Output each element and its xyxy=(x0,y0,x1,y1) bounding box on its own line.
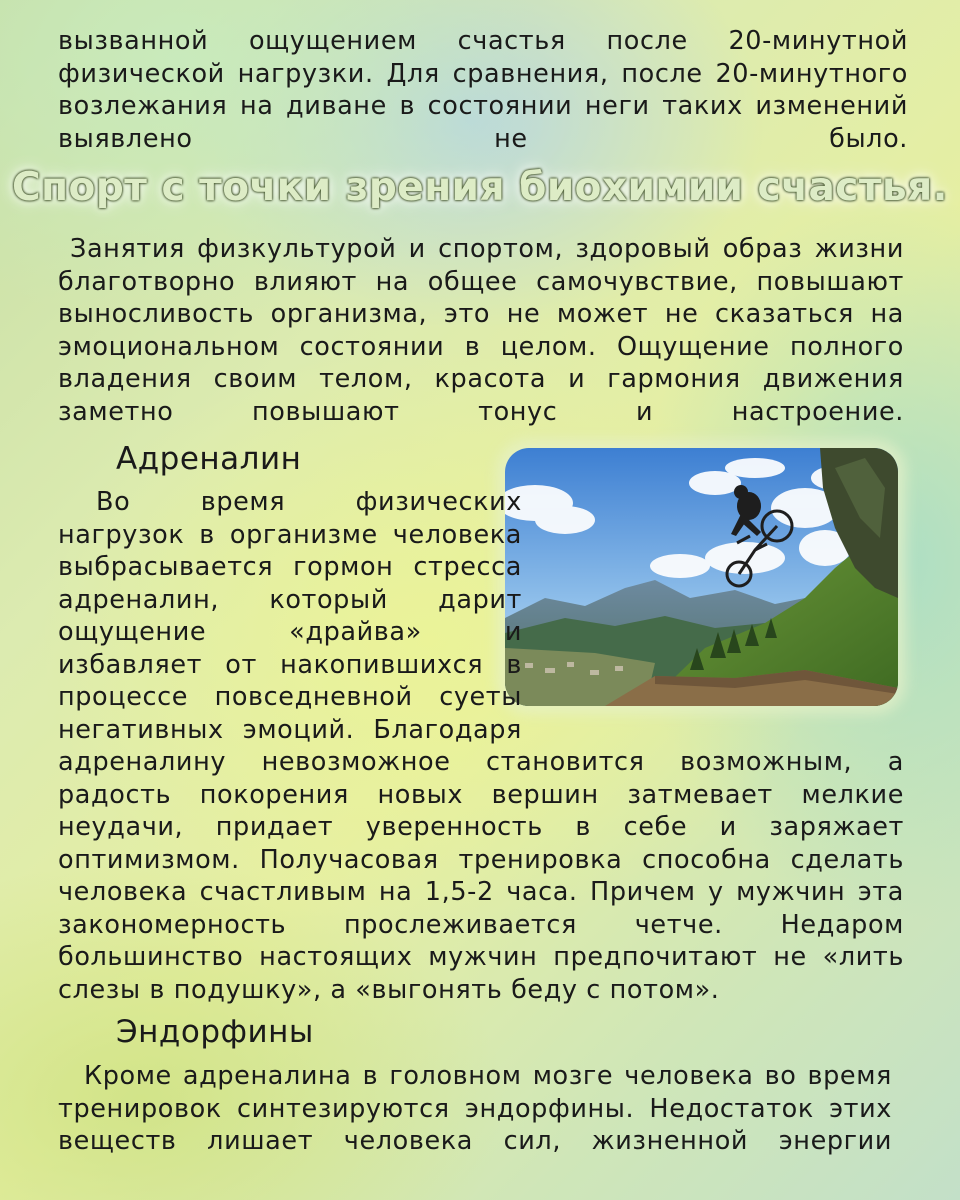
image-float-spacer xyxy=(522,486,904,714)
sport-paragraph: Занятия физкультурой и спортом, здоровый образ жизни благотворно влияют на общее самочувствие, повышают выносливость организма, это не может не сказаться на эмоциональном состоянии в целом. Ощущение полного владения своим телом, красота и гармония движения заметно повышают тонус и настроение. xyxy=(58,234,904,427)
adrenaline-paragraph-text: Во время физических нагрузок в организме человека выбрасывается гормон стресса адреналин, который дарит ощущение «драйва» и избавляет от накопившихся в процессе повседневной суеты негативных эмоций. Благодаря адреналину невозможное становится возможным, а радость покорения новых вершин затмевает мелкие неудачи, придает уверенность в себе и заряжает оптимизмом. Получасовая тренировка способна сделать человека счастливым на 1,5-2 часа. Причем у мужчин эта закономерность прослеживается четче. Недаром большинство настоящих мужчин предпочитают не «лить слезы в подушку», а «выгонять беду с потом». xyxy=(58,487,904,1005)
intro-paragraph: вызванной ощущением счастья после 20-минутной физической нагрузки. Для сравнения, после 20-минутного возлежания на диване в состоянии неги таких изменений выявлено не было. xyxy=(58,26,908,154)
endorphins-paragraph: Кроме адреналина в головном мозге человека во время тренировок синтезируются эндорфины. Недостаток этих веществ лишает человека сил, жизненной энергии xyxy=(58,1061,892,1156)
adrenaline-heading: Адреналин xyxy=(116,441,302,477)
endorphins-heading: Эндорфины xyxy=(116,1014,314,1050)
adrenaline-paragraph xyxy=(58,486,904,1006)
section-title: Спорт с точки зрения биохимии счастья. xyxy=(11,165,948,210)
